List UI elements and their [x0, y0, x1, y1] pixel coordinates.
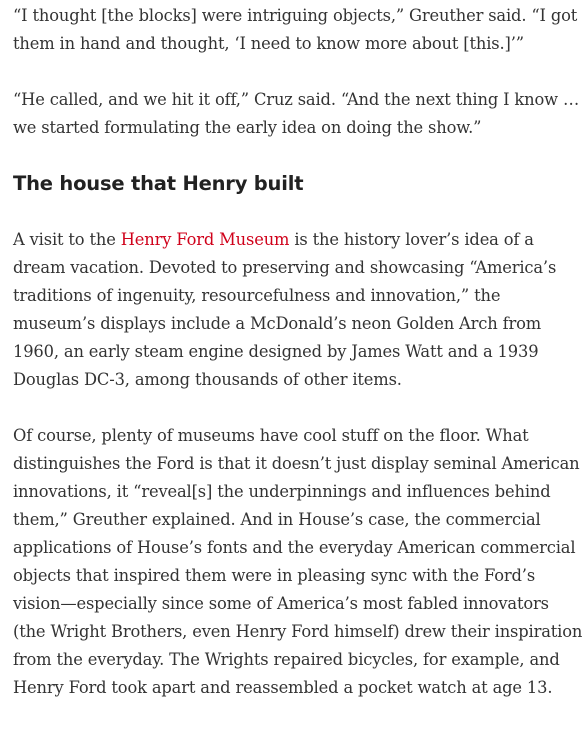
- ford-vision-paragraph: Of course, plenty of museums have cool stuff on the floor. What distinguishes the Ford is that it doesn’t just display seminal American innovations, it “reveal[s] the underpinnings and influences behind them,” Greuther explained. And in House’s case, the commercial applications of House’s fonts and the everyday American commercial objects that inspired them were in pleasing sync with the Ford’s vision—especially since some of America’s most fabled innovators (the Wright Brothers, even Henry Ford himself) drew their inspiration from the everyday. The Wrights repaired bicycles, for example, and Henry Ford took apart and reassembled a pocket watch at age 13.: [13, 426, 583, 697]
- museum-paragraph-intro: A visit to the: [13, 230, 121, 249]
- quote-paragraph-greuther: “I thought [the blocks] were intriguing objects,” Greuther said. “I got them in hand and thought, ‘I need to know more about [this.]’”: [13, 6, 578, 53]
- article-body: [13, 2, 584, 730]
- henry-ford-museum-link[interactable]: Henry Ford Museum: [120, 230, 290, 249]
- museum-paragraph: [13, 226, 584, 394]
- section-heading: The house that Henry built: [13, 172, 304, 195]
- museum-paragraph-rest: is the history lover’s idea of a dream vacation. Devoted to preserving and showcasing “America’s traditions of ingenuity, resourcefulness and innovation,” the museum’s displays include a McDonald’s neon Golden Arch from 1960, an early steam engine designed by James Watt and a 1939 Douglas DC-3, among thousands of other items.: [13, 230, 557, 389]
- quote-paragraph-cruz: “He called, and we hit it off,” Cruz said. “And the next thing I know … we started formulating the early idea on doing the show.”: [13, 90, 580, 137]
